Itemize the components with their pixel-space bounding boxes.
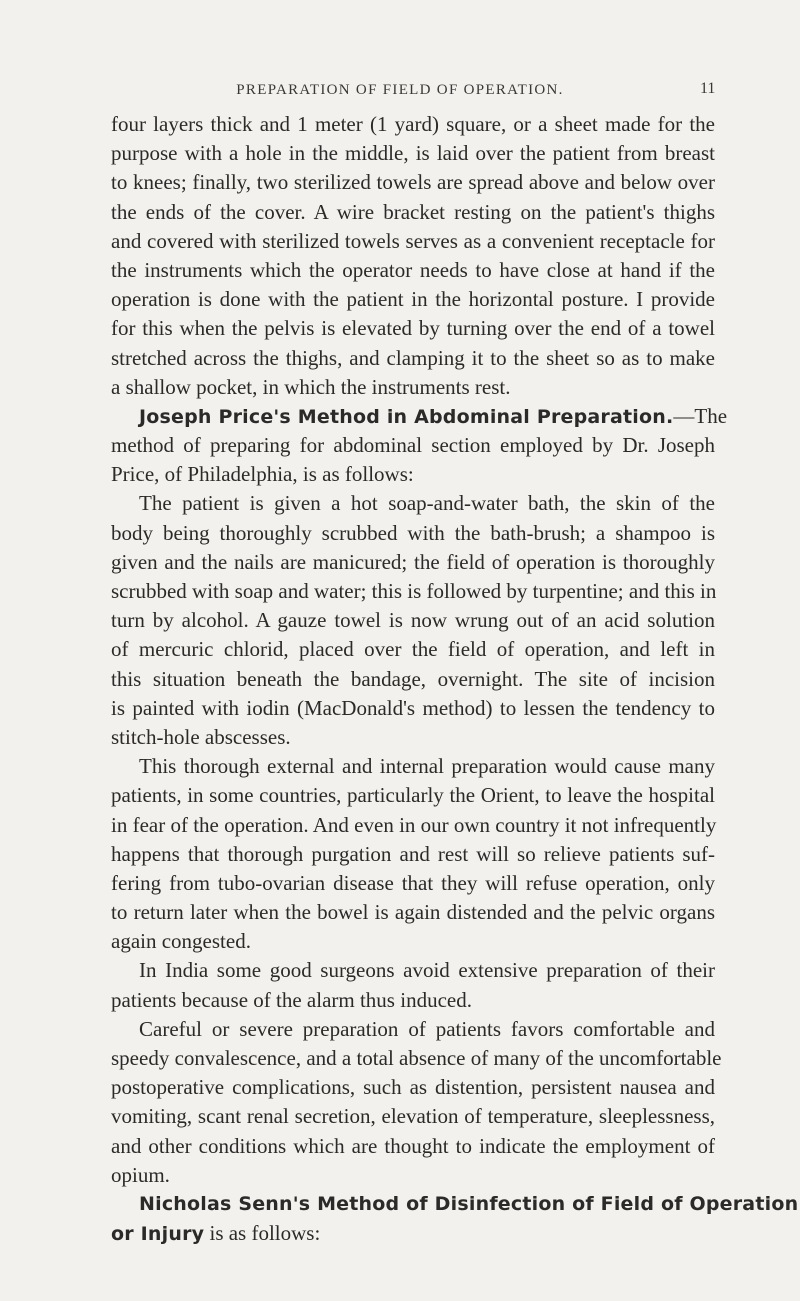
- text-line: This thorough external and internal preparation would cause many: [139, 754, 715, 779]
- text-line: to knees; finally, two sterilized towels are spread above and below over: [111, 170, 715, 195]
- heading-text: Joseph Price's Method in Abdominal Preparation.: [139, 405, 674, 428]
- body-text: [111, 110, 799, 1248]
- text-line: is painted with iodin (MacDonald's method) to lessen the tendency to: [111, 695, 715, 720]
- text-line: In India some good surgeons avoid extensive preparation of their: [139, 958, 715, 983]
- text-line: scrubbed with soap and water; this is followed by turpentine; and this in: [111, 579, 717, 603]
- text-line: turn by alcohol. A gauze towel is now wrung out of an acid solution: [111, 608, 715, 633]
- text-line: of mercuric chlorid, placed over the field of operation, and left in: [111, 637, 715, 662]
- heading-text: or Injury: [111, 1223, 205, 1246]
- text-line: to return later when the bowel is again distended and the pelvic organs: [111, 900, 715, 925]
- text-line: Careful or severe preparation of patients favors comfortable and: [139, 1016, 715, 1041]
- text-line: body being thoroughly scrubbed with the bath-brush; a shampoo is: [111, 520, 715, 545]
- text-line: purpose with a hole in the middle, is laid over the patient from breast: [111, 141, 715, 166]
- text-line: again congested.: [111, 929, 251, 954]
- text-line: in fear of the operation. And even in our own country it not infrequently: [111, 812, 717, 837]
- text-line: patients, in some countries, particularly the Orient, to leave the hospital: [111, 783, 715, 808]
- text-line: happens that thorough purgation and rest will so relieve patients suf-: [111, 841, 715, 866]
- heading-tail: is as follows:: [204, 1221, 321, 1246]
- text-line: and covered with sterilized towels serves as a convenient receptacle for: [111, 228, 715, 253]
- section-heading-senn-line2: [111, 1219, 715, 1248]
- text-line: operation is done with the patient in the horizontal posture. I provide: [111, 287, 715, 312]
- text-line: The patient is given a hot soap-and-water bath, the skin of the: [139, 491, 715, 516]
- page-number: 11: [700, 80, 716, 97]
- text-line: postoperative complications, such as distention, persistent nausea and: [111, 1075, 715, 1100]
- text-line: patients because of the alarm thus induced.: [111, 987, 472, 1012]
- text-line: four layers thick and 1 meter (1 yard) square, or a sheet made for the: [111, 112, 715, 136]
- text-line: this situation beneath the bandage, overnight. The site of incision: [111, 666, 715, 691]
- section-heading-senn: Nicholas Senn's Method of Disinfection of Field of Operation: [139, 1192, 799, 1215]
- text-line: vomiting, scant renal secretion, elevation of temperature, sleeplessness,: [111, 1104, 715, 1129]
- text-line: fering from tubo-ovarian disease that they will refuse operation, only: [111, 870, 715, 895]
- text-line: given and the nails are manicured; the field of operation is thoroughly: [111, 549, 715, 574]
- running-header: PREPARATION OF FIELD OF OPERATION.: [236, 82, 564, 98]
- text-line: opium.: [111, 1162, 170, 1187]
- section-heading-price: [111, 402, 728, 431]
- text-line: method of preparing for abdominal section employed by Dr. Joseph: [111, 433, 715, 458]
- text-line: and other conditions which are thought to indicate the employment of: [111, 1133, 715, 1158]
- text-line: a shallow pocket, in which the instruments rest.: [111, 374, 511, 399]
- text-line: for this when the pelvis is elevated by turning over the end of a towel: [111, 316, 715, 341]
- text-line: speedy convalescence, and a total absence of many of the uncomfortable: [111, 1046, 722, 1070]
- text-line: the instruments which the operator needs to have close at hand if the: [111, 257, 715, 282]
- text-line: the ends of the cover. A wire bracket resting on the patient's thighs: [111, 199, 715, 224]
- text-line: Price, of Philadelphia, is as follows:: [111, 462, 414, 487]
- heading-tail: —The: [673, 403, 728, 428]
- text-line: stretched across the thighs, and clamping it to the sheet so as to make: [111, 345, 715, 370]
- text-line: stitch-hole abscesses.: [111, 724, 291, 749]
